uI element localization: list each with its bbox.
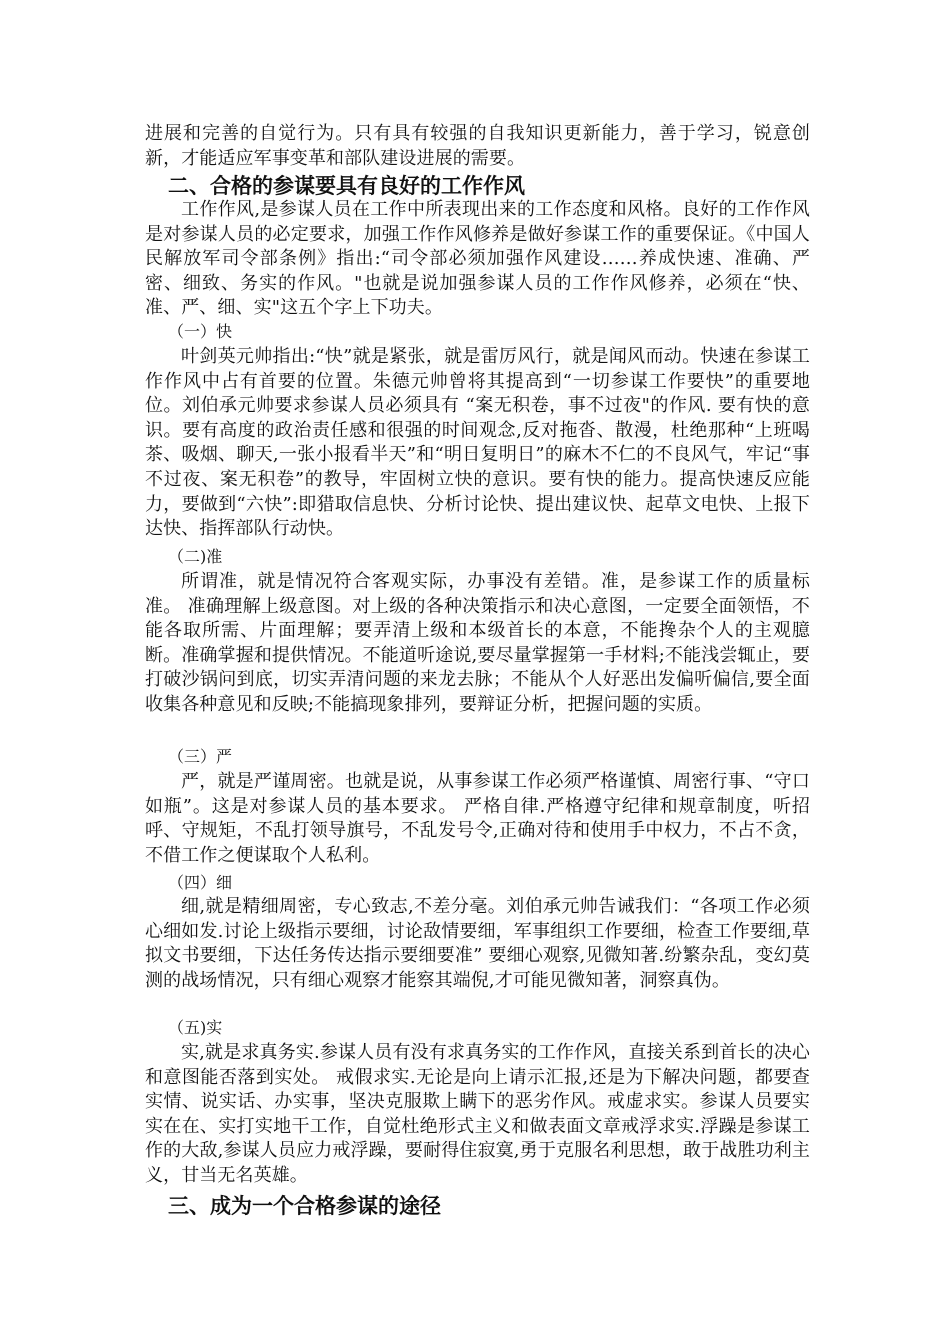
section-two-heading: 二、合格的参谋要具有良好的工作作风 <box>168 174 525 198</box>
sub-one-paragraph: 叶剑英元帅指出:“快”就是紧张，就是雷厉风行，就是闻风而动。快速在参谋工作作风中占有首要的位置。朱德元帅曾将其提高到“一切参谋工作要快”的重要地位。刘伯承元帅要求参谋人员必须具有 “案无积卷，事不过夜"的作风. 要有快的意识。要有高度的政治责任感和很强的时间观念,反对拖沓、散漫，杜绝那种“上班喝茶、吸烟、聊天,一张小报看半天”和“明日复明日”的麻木不仁的不良风气，牢记“事不过夜、案无积卷”的教导，牢固树立快的意识。要有快的能力。提高快速反应能力，要做到“六快”:即猎取信息快、分析讨论快、提出建议快、起草文电快、上报下达快、指挥部队行动快。 <box>145 346 810 540</box>
sub-three-paragraph: 严，就是严谨周密。也就是说，从事参谋工作必须严格谨慎、周密行事、“守口如瓶”。这是对参谋人员的基本要求。 严格自律.严格遵守纪律和规章制度，听招呼、守规矩，不乱打领导旗号，不乱发号令,正确对待和使用手中权力，不占不贪，不借工作之便谋取个人私利。 <box>145 771 810 866</box>
section-two-paragraph: 工作作风,是参谋人员在工作中所表现出来的工作态度和风格。良好的工作作风是对参谋人员的必定要求，加强工作作风修养是做好参谋工作的重要保证。《中国人民解放军司令部条例》指出:“司令部必须加强作风建设……养成快速、准确、严密、细致、务实的作风。"也就是说加强参谋人员的工作作风修养，必须在“快、准、严、细、实"这五个字上下功夫。 <box>145 199 810 319</box>
sub-five-label: （五)实 <box>168 1018 223 1037</box>
sub-three-label: （三）严 <box>168 747 233 766</box>
sub-two-label: （二)准 <box>168 547 223 566</box>
sub-four-label: （四）细 <box>168 873 233 892</box>
intro-paragraph: 进展和完善的自觉行为。只有具有较强的自我知识更新能力，善于学习，锐意创新，才能适应军事变革和部队建设进展的需要。 <box>145 123 810 169</box>
sub-one-label: （一）快 <box>168 322 233 341</box>
sub-two-paragraph: 所谓准，就是情况符合客观实际，办事没有差错。准，是参谋工作的质量标准。 准确理解上级意图。对上级的各种决策指示和决心意图，一定要全面领悟，不能各取所需、片面理解；要弄清上级和本级首长的本意，不能搀杂个人的主观臆断。准确掌握和提供情况。不能道听途说,要尽量掌握第一手材料;不能浅尝辄止，要打破沙锅问到底，切实弄清问题的来龙去脉；不能从个人好恶出发偏听偏信,要全面收集各种意见和反映;不能搞现象排列，要辩证分析，把握问题的实质。 <box>145 571 810 715</box>
sub-four-paragraph: 细,就是精细周密，专心致志,不差分毫。刘伯承元帅告诫我们：“各项工作必须心细如发.讨论上级指示要细，讨论敌情要细，军事组织工作要细，检查工作要细,草拟文书要细，下达任务传达指示要细要准” 要细心观察,见微知著.纷繁杂乱，变幻莫测的战场情况，只有细心观察才能察其端倪,才可能见微知著，洞察真伪。 <box>145 896 810 991</box>
sub-five-paragraph: 实,就是求真务实.参谋人员有没有求真务实的工作作风，直接关系到首长的决心和意图能否落到实处。 戒假求实.无论是向上请示汇报,还是为下解决问题，都要查实情、说实话、办实事，坚决克服欺上瞒下的恶劣作风。戒虚求实。参谋人员要实实在在、实打实地干工作，自觉杜绝形式主义和做表面文章戒浮求实.浮躁是参谋工作的大敌,参谋人员应力戒浮躁，要耐得住寂寞,勇于克服名利思想，敢于战胜功利主义，甘当无名英雄。 <box>145 1042 810 1186</box>
section-three-heading: 三、成为一个合格参谋的途径 <box>168 1194 441 1218</box>
